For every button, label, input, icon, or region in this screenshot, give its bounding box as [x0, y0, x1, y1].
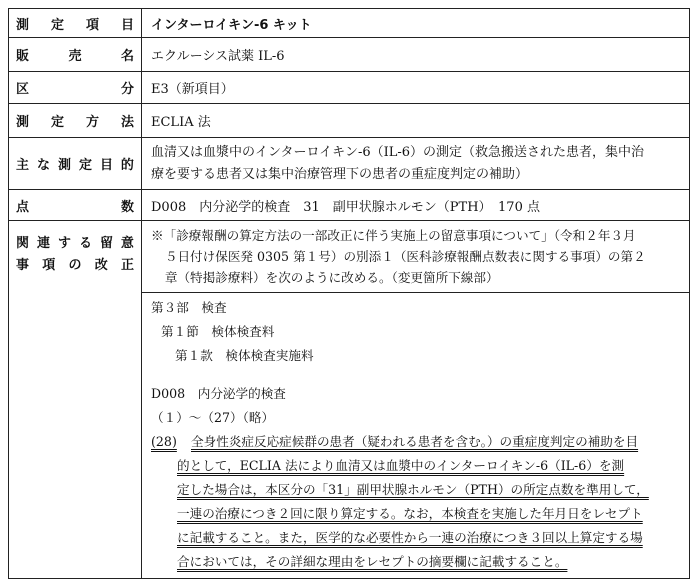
- value-category: E3（新項目）: [142, 72, 690, 104]
- detail-item-28: [151, 430, 680, 574]
- underlined-line: に記載すること。また，医学的な必要性から一連の治療につき３回以上算定する場: [177, 530, 643, 545]
- underlined-line: 一連の治療につき２回に限り算定する。なお，本検査を実施した年月日をレセプト: [177, 506, 643, 521]
- row-category: [9, 72, 690, 104]
- label-category: 区 分: [9, 72, 142, 104]
- item-text: [177, 430, 680, 574]
- row-points: [9, 190, 690, 221]
- underlined-line: 的として，ECLIA 法により血清又は血漿中のインターロイキン-6（IL-6）を測: [177, 458, 625, 473]
- detail-text: [142, 293, 690, 579]
- detail-part: 第３部 検査: [151, 300, 227, 315]
- notice-line: ※「診療報酬の算定方法の一部改正に伴う実施上の留意事項について」（令和２年３月: [151, 228, 636, 243]
- spec-sheet: [8, 8, 690, 570]
- underlined-line: 定した場合は，本区分の「31」副甲状腺ホルモン（PTH）の所定点数を準用して，: [177, 482, 649, 497]
- label-points: 点 数: [9, 190, 142, 221]
- label-notice: 関 連 す る 留 意 事 項 の 改 正: [9, 221, 142, 579]
- value-purpose: 血清又は血漿中のインターロイキン-6（IL-6）の測定（救急搬送された患者，集中治 療を要する患者又は集中治療管理下の患者の重症度判定の補助）: [142, 138, 690, 190]
- value-measurement-item: インターロイキン-6 キット: [142, 9, 690, 38]
- row-method: [9, 104, 690, 138]
- row-notice: [9, 221, 690, 293]
- row-purpose: [9, 138, 690, 190]
- detail-section: 第１節 検体検査料: [161, 324, 275, 339]
- row-measurement-item: [9, 9, 690, 38]
- value-notice: [142, 221, 690, 293]
- label-method: 測 定 方 法: [9, 104, 142, 138]
- detail-code: D008 内分泌学的検査: [151, 386, 286, 401]
- row-sales-name: [9, 38, 690, 72]
- notice-line: ５日付け保医発 0305 第１号）の別添１（医科診療報酬点数表に関する事項）の第２: [164, 249, 646, 264]
- value-sales-name: エクルーシス試薬 IL-6: [142, 38, 690, 72]
- notice-line: 章（特掲診療料）を次のように改める。（変更箇所下線部）: [164, 270, 499, 285]
- item-number: (28): [151, 434, 177, 449]
- underlined-line: 全身性炎症反応症候群の患者（疑われる患者を含む。）の重症度判定の補助を目: [191, 434, 639, 449]
- value-points: D008 内分泌学的検査 31 副甲状腺ホルモン（PTH） 170 点: [142, 190, 690, 221]
- label-sales-name: 販 売 名: [9, 38, 142, 72]
- label-measurement-item: 測 定 項 目: [9, 9, 142, 38]
- detail-subsection: 第１款 検体検査実施料: [175, 348, 314, 363]
- underlined-line: 合においては，その詳細な理由をレセプトの摘要欄に記載すること。: [177, 554, 568, 569]
- reagent-info-table: [8, 8, 690, 579]
- value-method: ECLIA 法: [142, 104, 690, 138]
- label-purpose: 主 な 測 定 目 的: [9, 138, 142, 190]
- detail-range: （１）～（27）（略）: [151, 410, 275, 425]
